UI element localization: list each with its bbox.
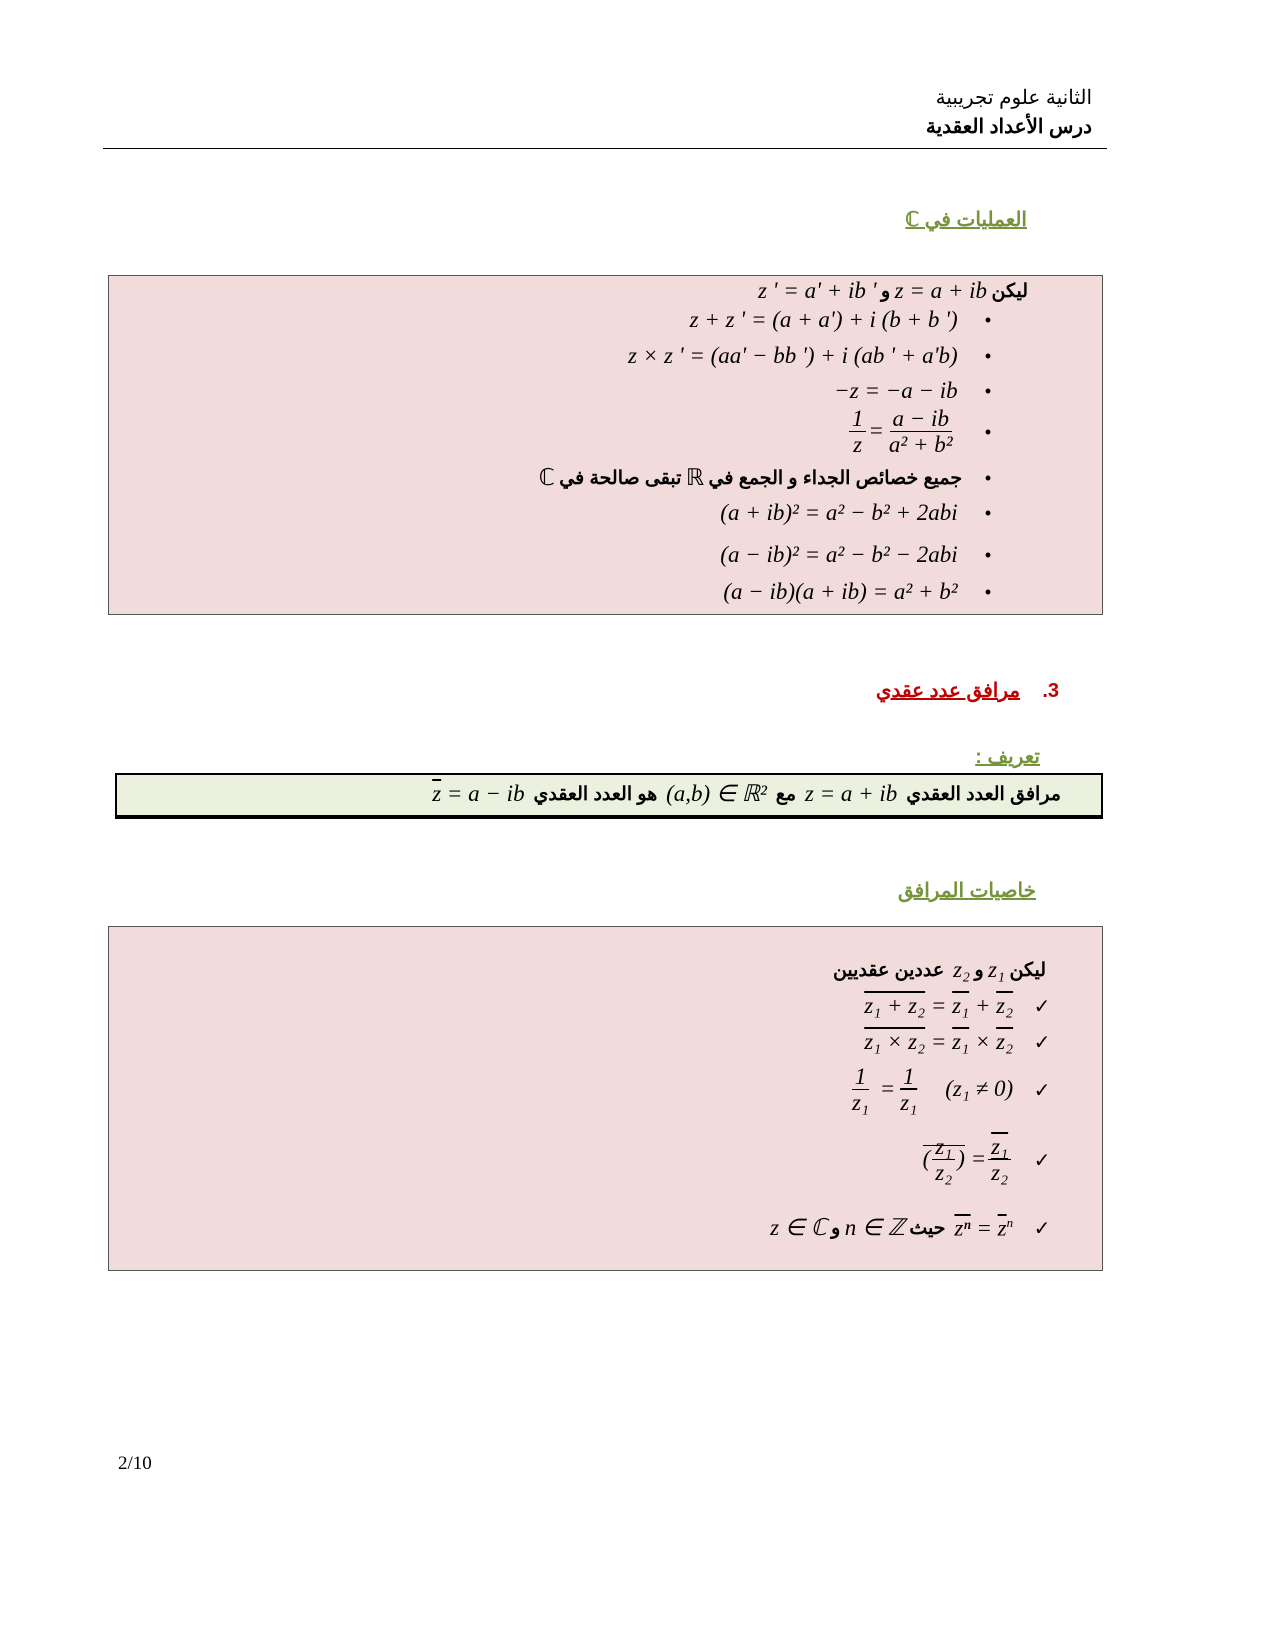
definition-zbar-rest: = a − ib bbox=[441, 781, 525, 806]
box-ops-f8: (a − ib)(a + ib) = a² + b² bbox=[723, 579, 958, 604]
box-props-eq: = bbox=[930, 993, 947, 1018]
box-props-p3-cond: (z₁ ≠ 0) bbox=[945, 1075, 1014, 1101]
formula-square-plus: • (a + ib)² = a² − b² + 2abi bbox=[720, 500, 992, 525]
operations-intro bbox=[758, 278, 1028, 304]
formula-product: • z × z ' = (aa' − bb ') + i (ab ' + a'b) bbox=[628, 343, 992, 368]
definition-text bbox=[432, 781, 1061, 807]
box-props-p2-r2: z₂ bbox=[996, 1029, 1014, 1054]
box-props-check: ✓ bbox=[1033, 1031, 1051, 1054]
header-class-label: الثانية علوم تجريبية bbox=[935, 87, 1092, 109]
box-props-check: ✓ bbox=[1033, 995, 1051, 1018]
definition-label: تعريف : bbox=[975, 746, 1040, 768]
header-divider bbox=[103, 148, 1107, 149]
box-props-p5-n: n ∈ ℤ bbox=[844, 1215, 905, 1241]
section-operations-title: العمليات في ℂ bbox=[905, 209, 1027, 231]
box-ops-f4-den1: z bbox=[853, 432, 863, 457]
section-conjugate-heading bbox=[876, 678, 1059, 703]
formula-sum: • z + z ' = (a + a') + i (b + b ') bbox=[689, 307, 992, 332]
property-sum bbox=[864, 993, 1062, 1019]
box-props-p4-den: z₂ bbox=[935, 1160, 953, 1185]
box-props-p2-left: z₁ × z₂ bbox=[864, 1029, 926, 1054]
box-props-eq: = bbox=[976, 1215, 992, 1241]
box-props-p1-r2: z₂ bbox=[996, 993, 1014, 1018]
box-ops-f3: −z = −a − ib bbox=[834, 378, 958, 403]
box-props-p1-r1: z₁ bbox=[952, 993, 970, 1018]
box-ops-f5-R: ℝ bbox=[685, 465, 705, 490]
formula-opposite: • −z = −a − ib bbox=[834, 378, 992, 403]
box-ops-intro-label: ليكن bbox=[991, 280, 1028, 302]
box-ops-f5-text2: تبقى صالحة في bbox=[559, 467, 682, 489]
box-props-p3-rden: z₁ bbox=[900, 1090, 918, 1115]
box-ops-intro-and: و bbox=[881, 280, 891, 302]
box-props-p1-op: + bbox=[974, 993, 991, 1018]
box-props-eq: = bbox=[930, 1029, 947, 1054]
section-conj-number: 3. bbox=[1042, 680, 1059, 702]
box-ops-f5-C: ℂ bbox=[538, 465, 555, 490]
box-props-check: ✓ bbox=[1033, 1150, 1051, 1172]
box-ops-f2: z × z ' = (aa' − bb ') + i (ab ' + a'b) bbox=[628, 343, 958, 368]
box-props-p1-left: z₁ + z₂ bbox=[864, 993, 926, 1018]
box-props-p4-rden: z₂ bbox=[991, 1160, 1009, 1185]
box-props-p4-rnum: z₁ bbox=[988, 1135, 1011, 1160]
box-props-p5-right: $\overline{z}$ bbox=[997, 1215, 1007, 1241]
box-ops-intro-z: z = a + ib bbox=[894, 278, 988, 303]
definition-box bbox=[115, 773, 1103, 819]
box-props-p5-z: z ∈ ℂ bbox=[770, 1215, 827, 1241]
box-props-p2-r1: z₁ bbox=[952, 1029, 970, 1054]
formula-inverse: • $\frac{1}{z}$ = $\frac{a - ib}{\text{a² + b²}}$ bbox=[847, 407, 1005, 458]
definition-text1: مرافق العدد العقدي bbox=[906, 783, 1061, 805]
box-props-intro-text: عددين عقديين bbox=[832, 959, 945, 981]
box-ops-f1: z + z ' = (a + a') + i (b + b ') bbox=[689, 307, 958, 332]
box-props-p5-and: و bbox=[831, 1217, 841, 1239]
box-ops-f4-den2: a² + b² bbox=[888, 432, 953, 457]
property-product bbox=[864, 1029, 1062, 1055]
section-conj-title: مرافق عدد عقدي bbox=[875, 680, 1021, 702]
box-props-p2-op: × bbox=[974, 1029, 991, 1054]
box-ops-intro-zp: z ' = a' + ib ' bbox=[757, 278, 877, 303]
page-number: 2/10 bbox=[118, 1453, 152, 1474]
box-props-p3-num: 1 bbox=[852, 1065, 870, 1090]
formula-square-minus: • (a − ib)² = a² − b² − 2abi bbox=[720, 542, 992, 567]
definition-text2: مع bbox=[775, 783, 797, 805]
definition-text3: هو العدد العقدي bbox=[533, 783, 658, 805]
property-inverse bbox=[847, 1065, 1062, 1116]
box-ops-f6: (a + ib)² = a² − b² + 2abi bbox=[720, 500, 958, 525]
box-props-intro-label: ليكن bbox=[1009, 959, 1046, 981]
box-props-p5-left: $\overline{z^n}$ bbox=[954, 1215, 971, 1241]
box-props-eq: = bbox=[879, 1075, 896, 1101]
definition-zbar: $\overline{z}$ bbox=[432, 781, 442, 806]
properties-remain-valid: • جميع خصائص الجداء و الجمع في ℝ تبقى صالحة في ℂ bbox=[538, 465, 992, 490]
box-props-p3-den: z₁ bbox=[852, 1090, 869, 1115]
box-props-p5-exp: n bbox=[1006, 1215, 1014, 1230]
header-lesson-title: درس الأعداد العقدية bbox=[925, 116, 1092, 138]
property-power bbox=[770, 1215, 1062, 1242]
box-ops-f5-text1: جميع خصائص الجداء و الجمع في bbox=[708, 467, 963, 489]
box-props-check: ✓ bbox=[1033, 1080, 1051, 1102]
property-quotient: ✓ ( $\frac{\text{z₁}}{\text{z₂}}$ ) = $\frac{\text{z₁}}{\text{z₂}}$ bbox=[923, 1135, 1062, 1186]
box-props-z1: z₁ bbox=[988, 957, 1006, 982]
conjugate-properties-box bbox=[108, 926, 1103, 1271]
box-props-p5-where: حيث bbox=[909, 1217, 946, 1239]
box-ops-f4-num1: 1 bbox=[849, 407, 867, 432]
box-ops-f4-num2: a − ib bbox=[890, 407, 952, 432]
properties-intro bbox=[833, 957, 1046, 983]
box-props-eq: = bbox=[970, 1145, 987, 1171]
definition-z: z = a + ib bbox=[804, 781, 898, 806]
formula-product-conj: • (a − ib)(a + ib) = a² + b² bbox=[723, 579, 992, 604]
box-props-p3-rnum: 1 bbox=[900, 1065, 918, 1090]
box-ops-f7: (a − ib)² = a² − b² − 2abi bbox=[720, 542, 958, 567]
section-properties-title: خاصيات المرافق bbox=[898, 880, 1036, 902]
box-props-p4-num: z₁ bbox=[932, 1135, 955, 1160]
operations-box bbox=[108, 275, 1103, 615]
box-props-z2: z₂ bbox=[953, 957, 971, 982]
definition-cond: (a,b) ∈ ℝ² bbox=[666, 781, 767, 806]
box-props-and: و bbox=[974, 959, 984, 981]
box-props-check: ✓ bbox=[1033, 1217, 1051, 1240]
